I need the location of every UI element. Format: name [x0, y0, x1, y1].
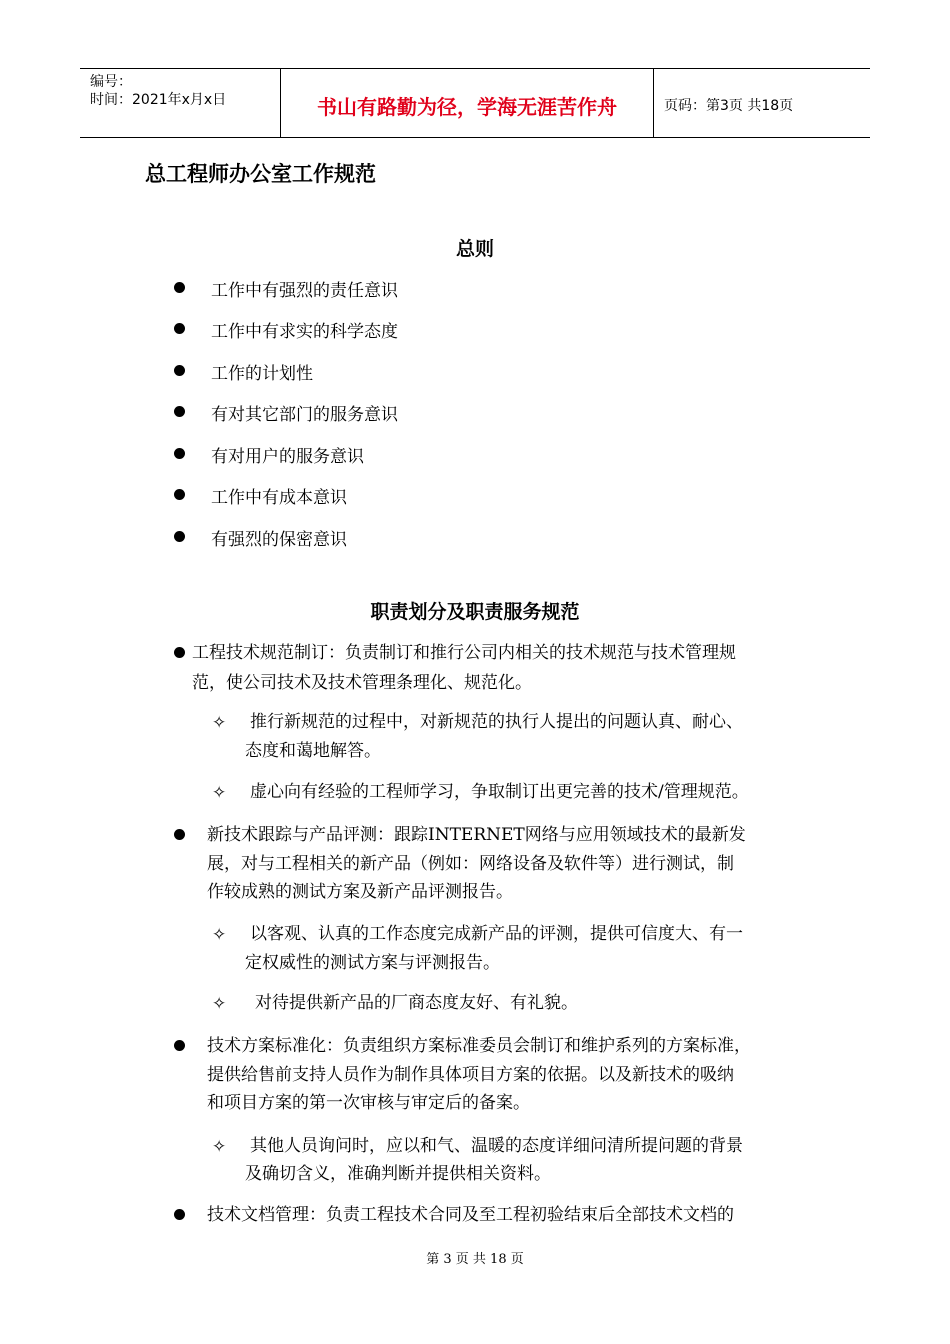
duty-3-note-1: 及确切含义，准确判断并提供相关资料。	[245, 1164, 551, 1184]
duty-3-line: 技术方案标准化：负责组织方案标准委员会制订和维护系列的方案标准，	[207, 1036, 751, 1056]
section-title-duties: 职责划分及职责服务规范	[370, 601, 580, 623]
duty-3-note-1: 其他人员询问时，应以和气、温暖的态度详细问清所提问题的背景	[250, 1136, 743, 1156]
section-title-general: 总则	[455, 238, 494, 260]
sub-bullet-icon: ✧	[212, 994, 227, 1014]
header-page-info: 页码：第3页 共18页	[664, 98, 794, 114]
sub-bullet-icon: ✧	[212, 783, 227, 803]
bullet-dot	[174, 448, 185, 459]
list-item: 工作中有求实的科学态度	[211, 322, 398, 342]
list-item: 有对用户的服务意识	[211, 447, 364, 467]
duty-1-note-1: 态度和蔼地解答。	[245, 741, 381, 761]
bullet-dot	[174, 406, 185, 417]
list-item: 工作的计划性	[211, 364, 313, 384]
page-footer: 第 3 页 共 18 页	[426, 1252, 524, 1267]
header-motto: 书山有路勤为径，学海无涯苦作舟	[317, 95, 617, 119]
page-header	[80, 68, 870, 138]
duty-2-line: 新技术跟踪与产品评测：跟踪INTERNET网络与应用领域技术的最新发	[207, 825, 746, 845]
duty-4-line: 技术文档管理：负责工程技术合同及至工程初验结束后全部技术文档的	[207, 1205, 734, 1225]
duty-1-line: 范，使公司技术及技术管理条理化、规范化。	[192, 673, 532, 693]
bullet-dot	[174, 365, 185, 376]
list-item: 有对其它部门的服务意识	[211, 405, 398, 425]
duty-2-note-1: 定权威性的测试方案与评测报告。	[245, 953, 500, 973]
duty-2-line: 展，对与工程相关的新产品（例如：网络设备及软件等）进行测试，制	[207, 854, 734, 874]
sub-bullet-icon: ✧	[212, 713, 227, 733]
duty-3-line: 提供给售前支持人员作为制作具体项目方案的依据。以及新技术的吸纳	[207, 1065, 734, 1085]
sub-bullet-icon: ✧	[212, 1137, 227, 1157]
bullet-dot	[174, 647, 185, 658]
bullet-dot	[174, 323, 185, 334]
list-item: 有强烈的保密意识	[211, 530, 347, 550]
duty-2-line: 作较成熟的测试方案及新产品评测报告。	[207, 882, 513, 902]
document-title: 总工程师办公室工作规范	[145, 162, 376, 186]
list-item: 工作中有成本意识	[211, 488, 347, 508]
bullet-dot	[174, 1209, 185, 1220]
header-meta	[80, 69, 281, 137]
bullet-dot	[174, 282, 185, 293]
duty-1-note-1: 推行新规范的过程中，对新规范的执行人提出的问题认真、耐心、	[250, 712, 743, 732]
list-item: 工作中有强烈的责任意识	[211, 281, 398, 301]
duty-2-note-2: 对待提供新产品的厂商态度友好、有礼貌。	[255, 993, 578, 1013]
duty-3-line: 和项目方案的第一次审核与审定后的备案。	[207, 1093, 530, 1113]
bullet-dot	[174, 1040, 185, 1051]
code-label: 编号：	[90, 74, 132, 90]
header-motto-cell	[281, 69, 654, 137]
date-line: 时间：2021年x月x日	[90, 92, 227, 108]
header-page-cell	[654, 69, 870, 137]
duty-2-note-1: 以客观、认真的工作态度完成新产品的评测，提供可信度大、有一	[250, 924, 743, 944]
sub-bullet-icon: ✧	[212, 925, 227, 945]
bullet-dot	[174, 531, 185, 542]
duty-1-line: 工程技术规范制订：负责制订和推行公司内相关的技术规范与技术管理规	[192, 643, 736, 663]
bullet-dot	[174, 489, 185, 500]
bullet-dot	[174, 829, 185, 840]
duty-1-note-2: 虚心向有经验的工程师学习，争取制订出更完善的技术/管理规范。	[250, 782, 749, 802]
